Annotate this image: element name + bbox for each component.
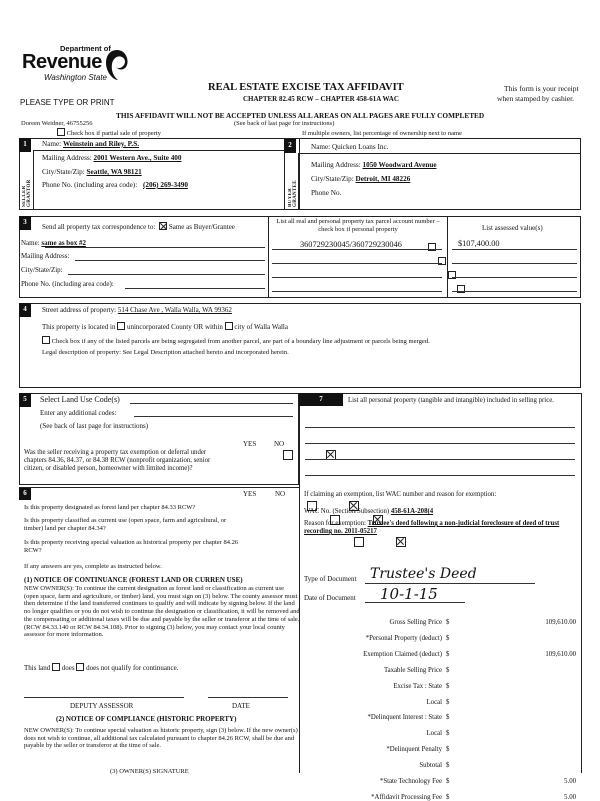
date-of-document-line: [365, 602, 465, 603]
s3-city-label: City/State/Zip:: [21, 266, 63, 274]
additional-codes-label: Enter any additional codes:: [40, 409, 117, 417]
s6-yes-header: YES: [243, 490, 257, 498]
tax-row-dollar: $: [446, 778, 450, 785]
located-text: This property is located in: [42, 323, 116, 331]
seller-divider: [33, 150, 34, 210]
wac-row: [304, 508, 433, 515]
tax-row-dollar: $: [446, 730, 450, 738]
right-border: [581, 393, 582, 773]
type-of-document-label: Type of Document: [304, 575, 357, 583]
s6-q1: Is this property designated as forest land per chapter 84.33 RCW?: [24, 504, 196, 511]
assessed-line-3: [452, 277, 577, 278]
does-not-qualify-checkbox[interactable]: [76, 663, 84, 671]
buyer-name-label: Name:: [311, 143, 331, 151]
type-of-document-value[interactable]: Trustee's Deed: [370, 566, 477, 582]
date-of-document-value[interactable]: 10-1-15: [380, 585, 438, 603]
personal-property-line-3: [305, 459, 575, 460]
please-type: PLEASE TYPE OR PRINT: [20, 98, 115, 107]
partial-sale-row: [57, 128, 161, 137]
buyer-name-underline: [298, 153, 581, 154]
segregated-row: [42, 336, 430, 345]
seller-phone-row: [42, 181, 188, 189]
seller-name-row: [42, 140, 139, 148]
tax-row-label: Exemption Claimed (deduct): [363, 650, 442, 658]
tax-row-dollar: $: [446, 762, 450, 770]
tax-row-label: Subtotal: [419, 762, 442, 770]
s5-yes-checkbox[interactable]: [283, 450, 293, 460]
s3-name[interactable]: same as box #2: [41, 239, 86, 247]
form-chapter: CHAPTER 82.45 RCW – CHAPTER 458-61A WAC: [243, 95, 399, 103]
s3-city-line: [68, 274, 265, 275]
segregated-label: Check box if any of the listed parcels are being segregated from another parcel, are part of a boundary line adjustment or parcels being merged.: [51, 338, 430, 345]
parcel-line-4: [272, 291, 442, 292]
s6-q3-yes-checkbox[interactable]: [354, 537, 364, 547]
personal-property-line-4: [305, 475, 575, 476]
city-checkbox[interactable]: [225, 322, 233, 330]
tax-row-label: Excise Tax : State: [393, 682, 442, 690]
continuance-row: [24, 663, 178, 672]
same-as-buyer-checkbox[interactable]: [159, 222, 167, 230]
buyer-mail[interactable]: 1050 Woodward Avenue: [362, 161, 437, 169]
tax-row-value[interactable]: 5.00: [564, 778, 576, 785]
form-title: REAL ESTATE EXCISE TAX AFFIDAVIT: [208, 82, 404, 93]
reason-text[interactable]: Trustee's deed following a non-judicial foreclosure of deed of trust recording no. 2011-05217: [304, 520, 560, 535]
section-1-number: 1: [19, 138, 31, 152]
assessed-line-2: [452, 263, 577, 264]
s3-name-line: [45, 247, 265, 248]
tax-row-dollar: $: [446, 793, 450, 801]
deputy-date-line: [208, 697, 288, 698]
seller-name[interactable]: Weinstein and Riley, P.S.: [62, 140, 139, 148]
buyer-mail-row: [311, 161, 437, 169]
notice1-title: (1) NOTICE OF CONTINUANCE (FOREST LAND OR CURREN USE): [24, 576, 243, 584]
date-label: DATE: [232, 702, 250, 710]
warning-text: THIS AFFIDAVIT WILL NOT BE ACCEPTED UNLESS ALL AREAS ON ALL PAGES ARE FULLY COMPLETED: [116, 111, 485, 120]
tax-row-label: Gross Selling Price: [389, 619, 442, 626]
parcel-number[interactable]: 360729230045/360729230046: [300, 240, 402, 249]
send-label: Send all property tax correspondence to:: [42, 223, 156, 231]
seller-mail-row: [42, 154, 182, 162]
section-3-divider-2: [447, 216, 448, 298]
s6-q2: Is this property classified as current use (open space, farm and agricultural, or timber) land per chapter 84.34?: [24, 517, 227, 532]
unincorporated-label: unincorporated: [126, 323, 170, 331]
section-7-number: 7: [299, 393, 343, 406]
s6-q3-no-checkbox[interactable]: [396, 537, 406, 547]
city-of-label: city of: [234, 323, 253, 331]
section-5-number: 5: [19, 393, 31, 407]
buyer-side-label: BUYER GRANTEE: [288, 180, 298, 207]
logo-line1: Department of: [60, 44, 111, 53]
personal-property-line-1: [305, 427, 575, 428]
segregated-checkbox[interactable]: [42, 336, 50, 344]
tax-row-dollar: $: [446, 714, 450, 722]
seller-city-row: [42, 168, 142, 176]
parcel-line-3: [272, 277, 442, 278]
land-use-label: Select Land Use Code(s): [40, 395, 120, 404]
dor-logo-icon: [104, 48, 130, 82]
s3-name-label: Name:: [21, 239, 40, 247]
tax-row-dollar: $: [446, 682, 450, 690]
partial-sale-checkbox[interactable]: [57, 128, 65, 136]
see-back-note: (See back of last page for instructions): [234, 120, 335, 127]
s3-mail-label: Mailing Address:: [21, 252, 70, 260]
tax-row-value[interactable]: 5.00: [564, 793, 576, 801]
tax-row-label: *State Technology Fee: [379, 778, 442, 785]
buyer-divider: [298, 153, 299, 210]
tax-row-label: Local: [426, 698, 442, 706]
notice2-text: NEW OWNER(S): To continue special valuation as historic property, sign (3) below. If the new owner(s) does not wish to continue, all additional tax calculated pursuant to chapter 84.26 RCW, shall be due and payable by the seller or transferor at the time of sale.: [24, 727, 298, 750]
s5-no-header: NO: [274, 440, 285, 448]
tax-row-label: *Delinquent Penalty: [386, 746, 442, 754]
s3-mail-line: [75, 260, 265, 261]
wac-label: WAC No. (Section/Subsection): [304, 508, 390, 515]
buyer-mail-label: Mailing Address:: [311, 161, 361, 169]
tax-row-dollar: $: [446, 650, 450, 658]
wac-number[interactable]: 458-61A-208(4: [390, 508, 434, 515]
tax-row-dollar: $: [446, 666, 450, 674]
multiple-owners-note: If multiple owners, list percentage of ownership next to name: [302, 130, 462, 137]
tax-row-value[interactable]: 109,610.00: [545, 650, 576, 658]
parcel-header: List all real and personal property tax parcel account number – check box if personal property: [276, 218, 440, 233]
unincorporated-checkbox[interactable]: [117, 322, 125, 330]
does-qualify-checkbox[interactable]: [52, 663, 60, 671]
does-not-label: does not qualify for continuance.: [86, 664, 179, 672]
seller-city[interactable]: Seattle, WA 98121: [86, 168, 142, 176]
tax-row-label: *Affidavit Processing Fee: [371, 793, 442, 801]
this-land-label: This land: [24, 664, 51, 672]
section-3-number: 3: [19, 216, 31, 230]
land-use-line: [130, 403, 293, 404]
county-or-within-label: County OR within: [171, 323, 223, 331]
additional-codes-line: [134, 416, 293, 417]
section-3-divider: [268, 216, 269, 298]
send-correspondence-row: [42, 222, 235, 231]
street-address[interactable]: 514 Chase Ave , Walla Walla, WA 99362: [117, 306, 232, 314]
receipt-line2: when stamped by cashier.: [497, 94, 575, 103]
deputy-assessor-label: DEPUTY ASSESSOR: [70, 702, 134, 710]
seller-mail[interactable]: 2001 Western Ave., Suite 400: [93, 154, 182, 162]
buyer-city-label: City/State/Zip:: [311, 175, 354, 183]
receipt-line1: This form is your receipt: [504, 84, 579, 93]
assessed-value[interactable]: $107,400.00: [458, 239, 500, 248]
tax-row-label: Taxable Selling Price: [383, 666, 442, 674]
section-4-number: 4: [19, 303, 31, 317]
reason-row: [304, 520, 580, 536]
buyer-city[interactable]: Detroit, MI 48226: [355, 175, 411, 183]
exemption-question: Was the seller receiving a property tax exemption or deferral under chapters 84.36, 84.37, or 84.38 RCW (nonprofit organization, senior citizen, or disabled person, homeowner with limited income)?: [24, 449, 211, 472]
tax-row-dollar: $: [446, 746, 450, 754]
tax-row-dollar: $: [446, 634, 450, 642]
section-2-number: 2: [284, 139, 296, 153]
buyer-name[interactable]: Quicken Loans Inc.: [331, 143, 389, 151]
tax-row-label: *Personal Property (deduct): [365, 634, 442, 642]
does-label: does: [61, 664, 75, 672]
seller-name-underline: [34, 150, 284, 151]
seller-side-label: SELLER GRANTOR: [22, 179, 32, 207]
tax-row-dollar: $: [446, 698, 450, 706]
s5-yes-header: YES: [243, 440, 257, 448]
street-row: [42, 306, 232, 314]
deputy-sig-line: [24, 697, 184, 698]
type-of-document-line: [365, 583, 535, 584]
exemption-claim-label: If claiming an exemption, list WAC number and reason for exemption:: [304, 491, 497, 498]
located-city[interactable]: Walla Walla: [254, 323, 288, 331]
land-use-see-back: (See back of last page for instructions): [40, 422, 149, 430]
assessed-header: List assessed value(s): [482, 224, 543, 232]
s6-no-header: NO: [275, 490, 286, 498]
personal-property-line-2: [305, 443, 575, 444]
partial-sale-label: Check box if partial sale of property: [66, 130, 161, 137]
buyer-phone-label: Phone No.: [311, 189, 342, 197]
s3-phone-line: [125, 288, 265, 289]
section-6-top: [19, 487, 299, 488]
buyer-city-row: [311, 175, 410, 183]
owners-signature-label: (3) OWNER(S) SIGNATURE: [110, 768, 189, 775]
center-divider: [299, 393, 300, 773]
tax-row-label: *Delinquent Interest : State: [367, 714, 442, 722]
same-as-buyer-label: Same as Buyer/Grantee: [168, 223, 235, 231]
parcel-line-1: [272, 249, 442, 250]
buyer-name-row: [311, 143, 388, 151]
tax-row-dollar: $: [446, 619, 450, 626]
notice1-text: NEW OWNER(S): To continue the current designation as forest land or classification as current use (open space, farm and agriculture, or timber) land, you must sign on (3) below. The county assessor must then determine if the land transferred continues to qualify and will indicate by signing below. If the land no longer qualifies or you do not wish to continue the designation or classification, it will be removed and the compensating or additional taxes will be due and payable by the seller or transferor at the time of sale. (RCW 84.33.140 or RCW 84.34.108). Prior to signing (3) below, you may contact your local county assessor for more information.: [24, 585, 300, 639]
seller-city-label: City/State/Zip:: [42, 168, 85, 176]
located-row: [42, 322, 288, 331]
reason-label: Reason for exemption:: [304, 520, 366, 527]
tax-row-label: Local: [426, 730, 442, 738]
logo-line2: Revenue: [22, 51, 102, 73]
s6-q3: Is this property receiving special valuation as historical property per chapter 84.26 RCW?: [24, 539, 239, 554]
seller-phone-label: Phone No. (including area code):: [42, 181, 138, 189]
tax-row-value[interactable]: 109,610.00: [545, 619, 576, 626]
seller-mail-label: Mailing Address:: [42, 154, 92, 162]
section-4-box: [19, 303, 581, 388]
notice2-title: (2) NOTICE OF COMPLIANCE (HISTORIC PROPERTY): [56, 715, 237, 723]
date-of-document-label: Date of Document: [304, 594, 356, 602]
seller-name-label: Name:: [42, 140, 62, 148]
s6-if-yes: If any answers are yes, complete as instructed below.: [24, 563, 162, 570]
street-label: Street address of property:: [42, 306, 117, 314]
s3-name-row: [21, 239, 86, 247]
assessed-line-4: [452, 291, 577, 292]
legal-description: Legal description of property: See Legal Description attached hereto and incorporated herein.: [42, 349, 289, 356]
s3-phone-label: Phone No. (including area code):: [21, 280, 114, 288]
seller-phone[interactable]: (206) 269-3490: [143, 181, 188, 189]
logo-line3: Washington State: [44, 73, 108, 82]
buyer-phone-row: [311, 189, 341, 197]
section-6-number: 6: [19, 487, 31, 500]
parcel-line-2: [272, 263, 442, 264]
personal-property-label: List all personal property (tangible and intangible) included in selling price.: [348, 397, 554, 404]
preparer-line: Doreen Weidner, 46755256: [21, 120, 93, 127]
assessed-line-1: [452, 249, 577, 250]
